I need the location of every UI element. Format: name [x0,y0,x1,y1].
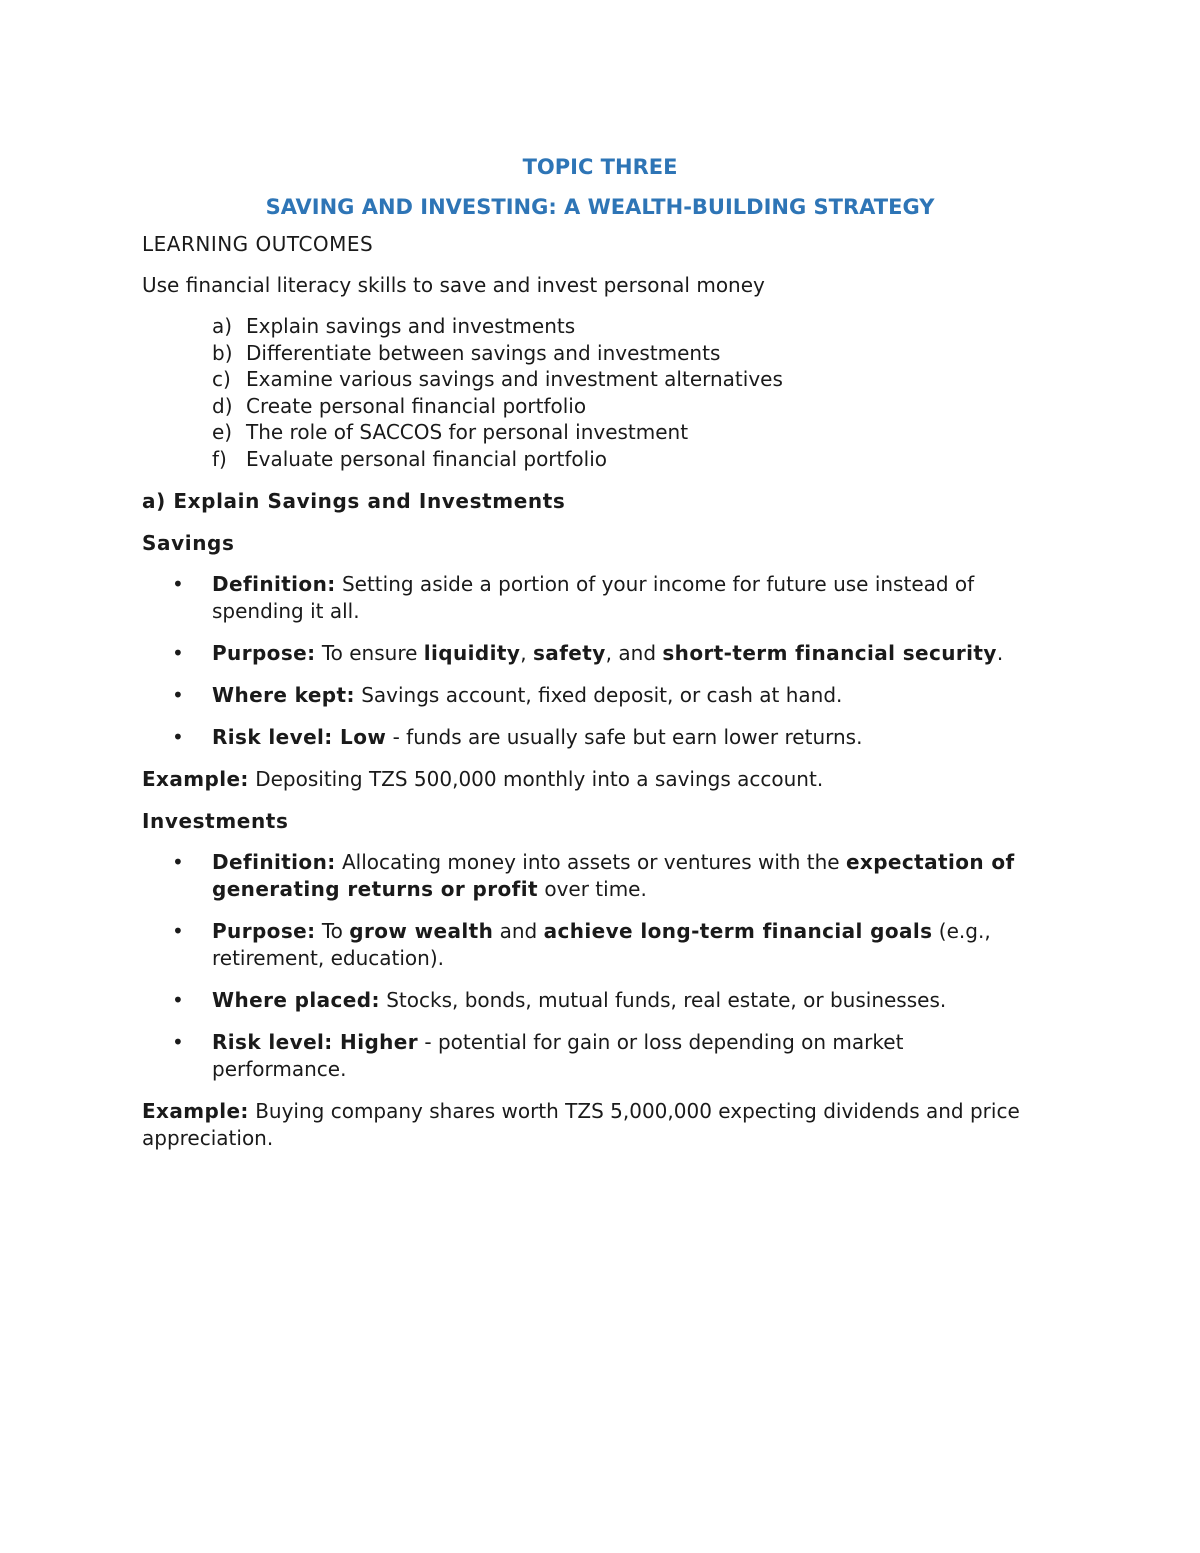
list-marker: c) [212,367,231,392]
bold-term: liquidity [423,640,521,665]
list-item [172,1029,1042,1083]
text: . [996,640,1004,665]
text: Stocks, bonds, mutual funds, real estate, or businesses. [379,987,947,1012]
list-item [212,393,1042,420]
list-item [172,640,1042,667]
label: Risk level: Low [212,724,387,749]
label: Definition: [212,571,336,596]
bold-term: expectation of generating returns or profit [212,849,1015,901]
bullet-icon: • [172,640,184,665]
text: Depositing TZS 500,000 monthly into a savings account. [248,766,824,791]
outcomes-list [142,313,1042,473]
text: - funds are usually safe but earn lower returns. [386,724,863,749]
investments-definition [212,849,1042,903]
label: Where placed: [212,987,380,1012]
investments-where [212,987,1042,1014]
text: To [315,918,350,943]
label: Example: [142,1098,249,1123]
bold-term: achieve long-term financial goals [543,918,933,943]
bullet-icon: • [172,918,184,943]
bullet-icon: • [172,987,184,1012]
section-a-heading: a) Explain Savings and Investments [142,488,566,513]
investments-risk [212,1029,1042,1083]
list-item [212,340,1042,367]
text: Buying company shares worth TZS 5,000,000 expecting dividends and price appreciation. [142,1098,1020,1150]
bullet-icon: • [172,1029,184,1054]
text: Savings account, fixed deposit, or cash at hand. [354,682,843,707]
topic-title: TOPIC THREE [522,155,678,179]
list-item-text: The role of SACCOS for personal investment [246,420,689,445]
text: Setting aside a portion of your income for future use instead of spending it all. [212,571,975,623]
label: Purpose: [212,640,316,665]
bold-term: safety [533,640,606,665]
list-marker: b) [212,340,233,365]
text: and [493,918,544,943]
label: Risk level: Higher [212,1029,419,1054]
label: Purpose: [212,918,316,943]
savings-list [142,571,1042,751]
list-item [172,571,1042,625]
list-item [172,849,1042,903]
list-item-text: Differentiate between savings and investments [246,340,721,365]
savings-example [142,766,1042,793]
learning-outcomes-heading: LEARNING OUTCOMES [142,232,374,256]
savings-purpose [212,640,1042,667]
list-item-text: Create personal financial portfolio [246,393,587,418]
document-content [142,150,1042,1152]
bullet-icon: • [172,724,184,749]
list-marker: e) [212,420,233,445]
list-marker: d) [212,393,233,418]
list-item-text: Evaluate personal financial portfolio [246,446,607,471]
bold-term: grow wealth [349,918,494,943]
label: Definition: [212,849,336,874]
list-item [212,313,1042,340]
text: Allocating money into assets or ventures with the [335,849,846,874]
investments-purpose [212,918,1042,972]
bullet-icon: • [172,571,184,596]
label: Where kept: [212,682,355,707]
list-item [172,724,1042,751]
investments-list [142,849,1042,1083]
text: over time. [537,876,647,901]
learning-outcomes-intro: Use financial literacy skills to save and invest personal money [142,273,765,297]
list-marker: f) [212,446,227,471]
list-item [212,366,1042,393]
investments-heading: Investments [142,808,289,833]
text: , [520,640,533,665]
text: , and [605,640,663,665]
text: (e.g., retirement, education). [212,918,991,970]
savings-definition [212,571,1042,625]
list-item [172,987,1042,1014]
list-item-text: Examine various savings and investment alternatives [246,367,783,392]
list-item [212,446,1042,473]
topic-subtitle: SAVING AND INVESTING: A WEALTH-BUILDING STRATEGY [265,195,935,219]
list-item [172,918,1042,972]
bullet-icon: • [172,849,184,874]
investments-example [142,1098,1042,1152]
list-item [172,682,1042,709]
bullet-icon: • [172,682,184,707]
savings-where [212,682,1042,709]
list-item [212,419,1042,446]
bold-term: short-term financial security [662,640,997,665]
savings-risk [212,724,1042,751]
list-marker: a) [212,314,233,338]
label: Example: [142,766,249,791]
text: To ensure [315,640,424,665]
savings-heading: Savings [142,530,235,555]
text: - potential for gain or loss depending on market performance. [212,1029,904,1081]
list-item-text: Explain savings and investments [246,314,576,338]
